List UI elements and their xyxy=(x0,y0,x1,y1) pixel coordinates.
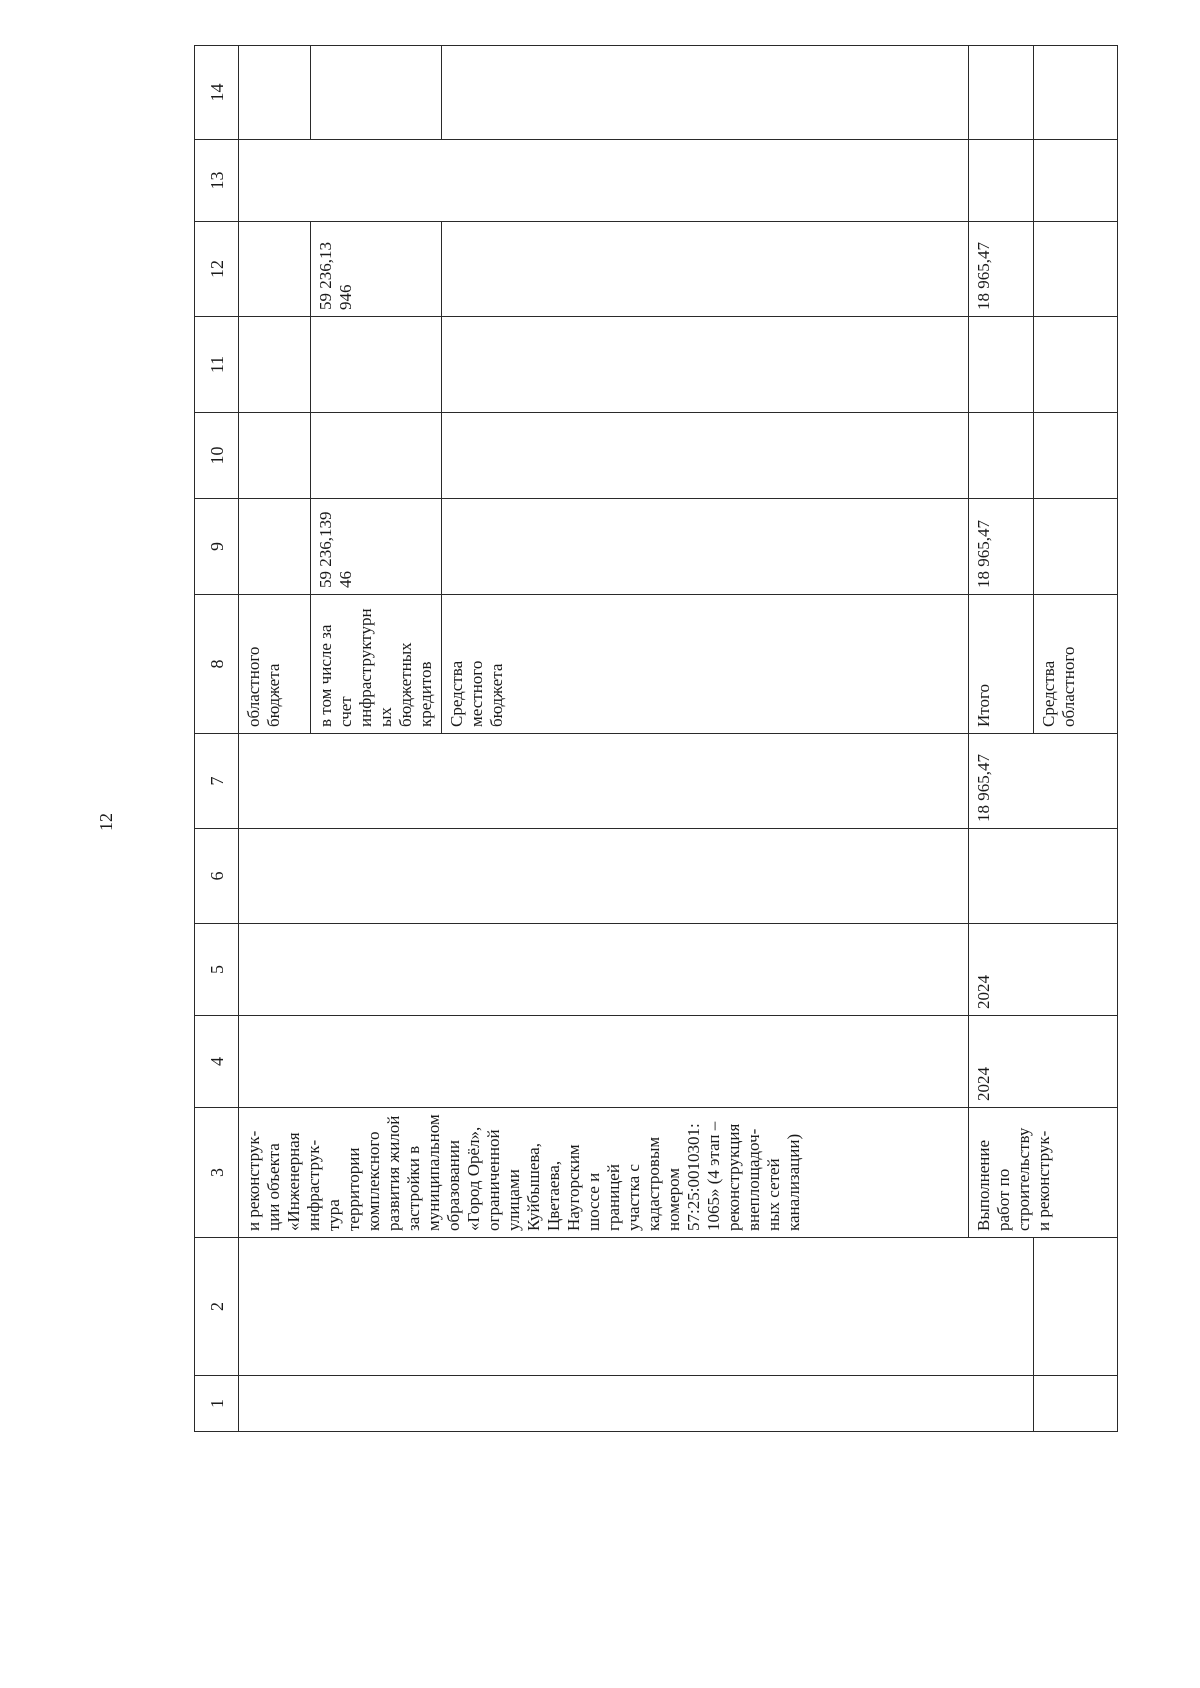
funding-source-cell: Средства местного бюджета xyxy=(442,595,969,734)
table-cell xyxy=(239,734,969,829)
funding-source-cell: областного бюджета xyxy=(239,595,311,734)
table-cell xyxy=(239,1238,1034,1376)
table-cell xyxy=(239,1376,1034,1432)
table-cell xyxy=(1034,413,1118,499)
table-cell xyxy=(442,317,969,413)
year-end-cell: 2024 xyxy=(969,924,1118,1016)
table-cell xyxy=(239,46,311,140)
header-cell: 3 xyxy=(195,1108,239,1238)
table-row xyxy=(239,46,311,1432)
table-cell xyxy=(1034,317,1118,413)
amount-cell: 59 236,13 946 xyxy=(311,222,442,317)
table-cell xyxy=(311,413,442,499)
header-cell: 14 xyxy=(195,46,239,140)
header-cell: 5 xyxy=(195,924,239,1016)
table-row xyxy=(969,46,1034,1432)
funding-source-cell: в том числе за счет инфраструктурных бюджетных кредитов xyxy=(311,595,442,734)
table-cell xyxy=(239,499,311,595)
funding-source-cell: Средства областного xyxy=(1034,595,1118,734)
header-cell: 10 xyxy=(195,413,239,499)
object-description-cell: и реконструк- ции объекта «Инженерная инфраструк- тура территории комплексного развития жилой застройки в муниципальном образовании «Город Орёл», ограниченной улицами Куйбышева, Цветаева, Наугорским шоссе и границей участка с кадастровым номером 57:25:0010301: 1065» (4 этап – реконструкция внеплощадоч- ных сетей канализации) xyxy=(239,1108,969,1238)
amount-cell: 18 965,47 xyxy=(969,499,1034,595)
table-cell xyxy=(442,222,969,317)
table-cell xyxy=(239,222,311,317)
header-cell: 12 xyxy=(195,222,239,317)
header-cell: 13 xyxy=(195,140,239,222)
table-cell xyxy=(239,829,969,924)
table-cell xyxy=(1034,499,1118,595)
table-cell xyxy=(239,1016,969,1108)
budget-table-sheet xyxy=(194,66,1118,1432)
table-cell xyxy=(969,46,1034,140)
table-cell xyxy=(311,317,442,413)
table-cell xyxy=(442,413,969,499)
table-cell xyxy=(1034,1376,1118,1432)
amount-cell: 18 965,47 xyxy=(969,222,1034,317)
table-cell xyxy=(1034,222,1118,317)
table-header-row xyxy=(195,46,239,1432)
header-cell: 7 xyxy=(195,734,239,829)
header-cell: 4 xyxy=(195,1016,239,1108)
table-cell xyxy=(969,140,1034,222)
header-cell: 9 xyxy=(195,499,239,595)
amount-cell: 59 236,139 46 xyxy=(311,499,442,595)
header-cell: 8 xyxy=(195,595,239,734)
table-cell xyxy=(1034,140,1118,222)
table-cell xyxy=(442,499,969,595)
year-start-cell: 2024 xyxy=(969,1016,1118,1108)
page-number: 12 xyxy=(96,813,116,831)
work-description-cell: Выполнение работ по строительству и реконструк- xyxy=(969,1108,1118,1238)
table-cell xyxy=(239,924,969,1016)
table-cell xyxy=(239,413,311,499)
table-cell xyxy=(969,829,1118,924)
header-cell: 11 xyxy=(195,317,239,413)
budget-table xyxy=(194,45,1118,1432)
table-cell xyxy=(442,46,969,140)
table-cell xyxy=(1034,1238,1118,1376)
table-cell xyxy=(969,413,1034,499)
table-cell xyxy=(239,140,969,222)
amount-cell: 18 965,47 xyxy=(969,734,1118,829)
header-cell: 1 xyxy=(195,1376,239,1432)
table-cell xyxy=(969,317,1034,413)
header-cell: 2 xyxy=(195,1238,239,1376)
total-label-cell: Итого xyxy=(969,595,1034,734)
table-cell xyxy=(239,317,311,413)
table-cell xyxy=(1034,46,1118,140)
table-cell xyxy=(311,46,442,140)
header-cell: 6 xyxy=(195,829,239,924)
